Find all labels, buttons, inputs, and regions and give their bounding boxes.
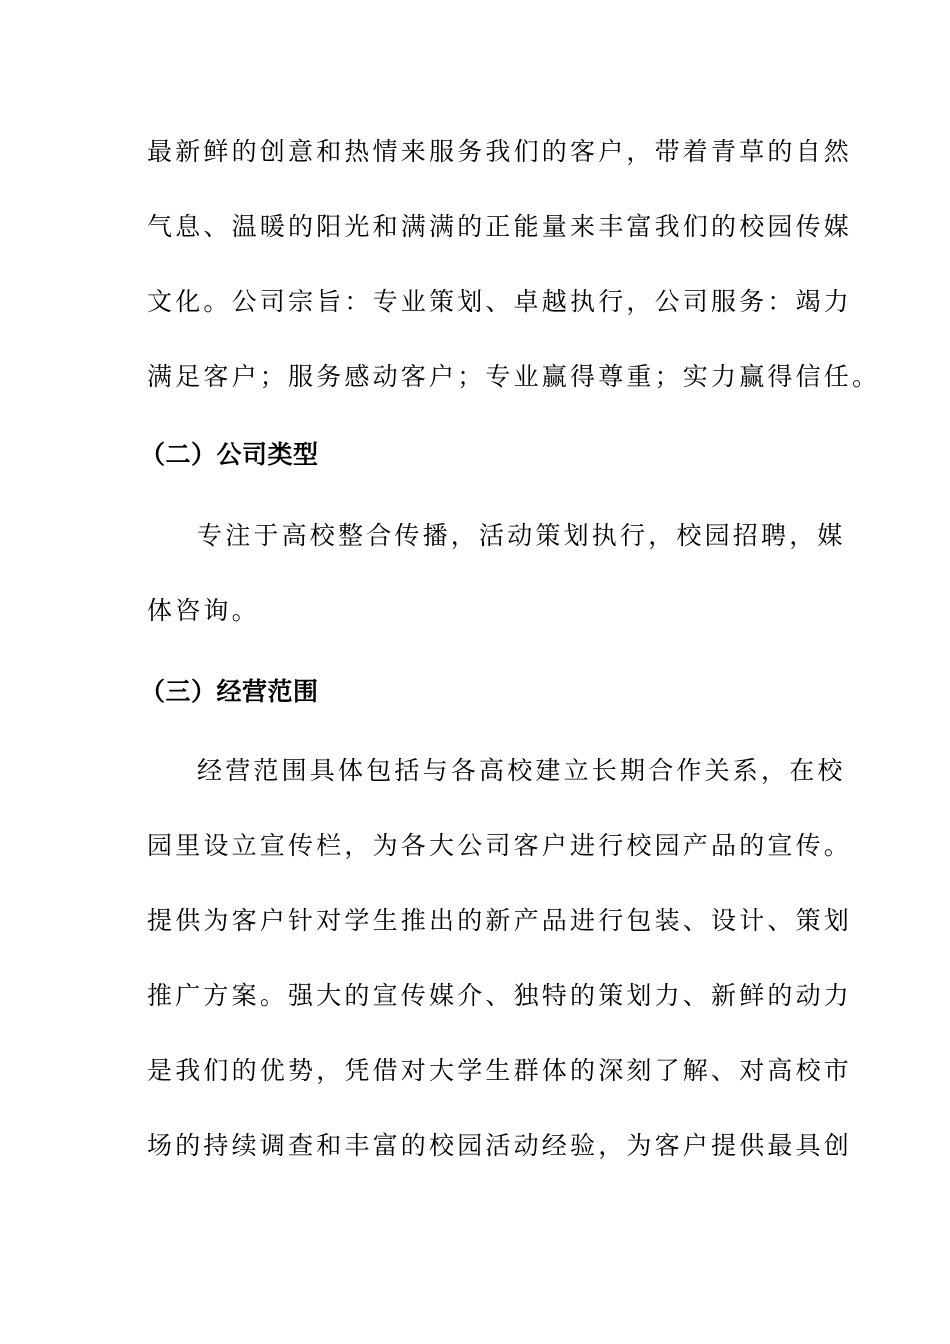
text-line: 提供为客户针对学生推出的新产品进行包装、设计、策划 — [147, 906, 853, 935]
text-line: 满足客户；服务感动客户；专业赢得尊重；实力赢得信任。 — [147, 362, 881, 391]
section-heading-business-scope: （三）经营范围 — [140, 677, 319, 706]
text-line: 体咨询。 — [147, 596, 260, 625]
text-line: 文化。公司宗旨：专业策划、卓越执行，公司服务：竭力 — [147, 287, 853, 316]
text-line: 推广方案。强大的宣传媒介、独特的策划力、新鲜的动力 — [147, 981, 853, 1010]
text-line: 经营范围具体包括与各高校建立长期合作关系，在校 — [197, 756, 846, 785]
text-line: 园里设立宣传栏，为各大公司客户进行校园产品的宣传。 — [147, 831, 853, 860]
text-line: 专注于高校整合传播，活动策划执行，校园招聘，媒 — [197, 521, 846, 550]
section-heading-company-type: （二）公司类型 — [140, 440, 319, 469]
text-line: 气息、温暖的阳光和满满的正能量来丰富我们的校园传媒 — [147, 212, 853, 241]
text-line: 最新鲜的创意和热情来服务我们的客户，带着青草的自然 — [147, 137, 853, 166]
text-line: 场的持续调查和丰富的校园活动经验，为客户提供最具创 — [147, 1131, 853, 1160]
text-line: 是我们的优势，凭借对大学生群体的深刻了解、对高校市 — [147, 1056, 853, 1085]
